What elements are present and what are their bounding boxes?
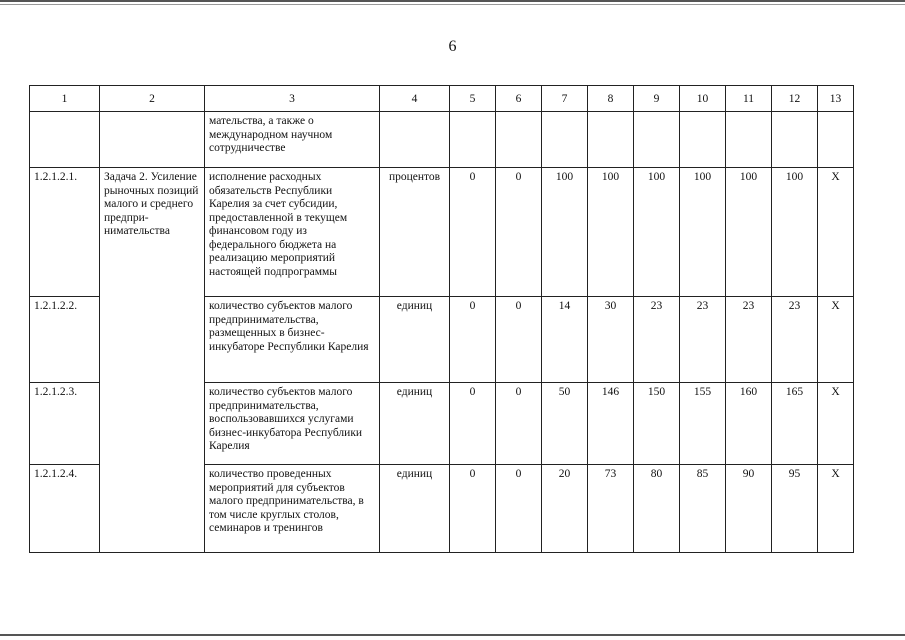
value-cell: 95 [772, 465, 818, 553]
scan-edge-top [0, 0, 905, 2]
row-code: 1.2.1.2.2. [30, 297, 100, 383]
header-col-1: 1 [30, 86, 100, 112]
value-cell: 73 [588, 465, 634, 553]
value-cell: 0 [496, 168, 542, 297]
value-cell: 100 [772, 168, 818, 297]
table-cell [772, 112, 818, 168]
value-cell: X [818, 297, 854, 383]
header-col-9: 9 [634, 86, 680, 112]
value-cell: 160 [726, 383, 772, 465]
task-cell: Задача 2. Усиление рыночных позиций малого и среднего предпри-нимательства [100, 168, 205, 553]
table-cell [680, 112, 726, 168]
scan-edge-top-line [0, 4, 905, 5]
table-cell [588, 112, 634, 168]
value-cell: 165 [772, 383, 818, 465]
row-unit: единиц [380, 383, 450, 465]
row-unit: единиц [380, 297, 450, 383]
value-cell: 0 [496, 297, 542, 383]
value-cell: 50 [542, 383, 588, 465]
value-cell: 0 [450, 465, 496, 553]
value-cell: 90 [726, 465, 772, 553]
value-cell: 100 [726, 168, 772, 297]
value-cell: 14 [542, 297, 588, 383]
value-cell: 100 [542, 168, 588, 297]
value-cell: X [818, 465, 854, 553]
row-code: 1.2.1.2.4. [30, 465, 100, 553]
row-unit: процентов [380, 168, 450, 297]
continuation-row [30, 112, 854, 168]
row-indicator: количество проведенных мероприятий для субъектов малого предпринимательства, в том числе круглых столов, семинаров и тренингов [205, 465, 380, 553]
value-cell: 146 [588, 383, 634, 465]
header-row [30, 86, 854, 112]
table-cell [634, 112, 680, 168]
table-row [30, 168, 854, 297]
header-col-10: 10 [680, 86, 726, 112]
indicators-table [29, 85, 854, 553]
table-cell [380, 112, 450, 168]
value-cell: 23 [680, 297, 726, 383]
value-cell: 20 [542, 465, 588, 553]
row-indicator: количество субъектов малого предпринимательства, размещенных в бизнес-инкубаторе Республики Карелия [205, 297, 380, 383]
value-cell: 23 [772, 297, 818, 383]
value-cell: 100 [634, 168, 680, 297]
value-cell: 0 [496, 465, 542, 553]
row-code: 1.2.1.2.1. [30, 168, 100, 297]
value-cell: 0 [450, 297, 496, 383]
header-col-13: 13 [818, 86, 854, 112]
value-cell: 85 [680, 465, 726, 553]
header-col-5: 5 [450, 86, 496, 112]
table-cell [100, 112, 205, 168]
value-cell: 23 [634, 297, 680, 383]
value-cell: 0 [496, 383, 542, 465]
header-col-6: 6 [496, 86, 542, 112]
value-cell: X [818, 383, 854, 465]
row-code: 1.2.1.2.3. [30, 383, 100, 465]
value-cell: 100 [680, 168, 726, 297]
scan-edge-bottom [0, 634, 905, 636]
header-col-2: 2 [100, 86, 205, 112]
table-cell [450, 112, 496, 168]
page-number: 6 [448, 38, 457, 55]
value-cell: X [818, 168, 854, 297]
value-cell: 150 [634, 383, 680, 465]
table-cell [726, 112, 772, 168]
value-cell: 30 [588, 297, 634, 383]
header-col-12: 12 [772, 86, 818, 112]
header-col-7: 7 [542, 86, 588, 112]
value-cell: 0 [450, 168, 496, 297]
row-indicator: исполнение расходных обязательств Республики Карелия за счет субсидии, предоставленной в текущем финансовом году из федерального бюджета на реализацию мероприятий настоящей подпрограммы [205, 168, 380, 297]
table-cell [542, 112, 588, 168]
value-cell: 100 [588, 168, 634, 297]
table-cell [30, 112, 100, 168]
header-col-4: 4 [380, 86, 450, 112]
value-cell: 0 [450, 383, 496, 465]
row-unit: единиц [380, 465, 450, 553]
header-col-3: 3 [205, 86, 380, 112]
header-col-8: 8 [588, 86, 634, 112]
continuation-text: мательства, а также о международном научном сотрудничестве [205, 112, 380, 168]
value-cell: 80 [634, 465, 680, 553]
header-col-11: 11 [726, 86, 772, 112]
value-cell: 23 [726, 297, 772, 383]
table-cell [496, 112, 542, 168]
table-cell [818, 112, 854, 168]
row-indicator: количество субъектов малого предпринимательства, воспользовавшихся услугами бизнес-инкубатора Республики Карелия [205, 383, 380, 465]
value-cell: 155 [680, 383, 726, 465]
